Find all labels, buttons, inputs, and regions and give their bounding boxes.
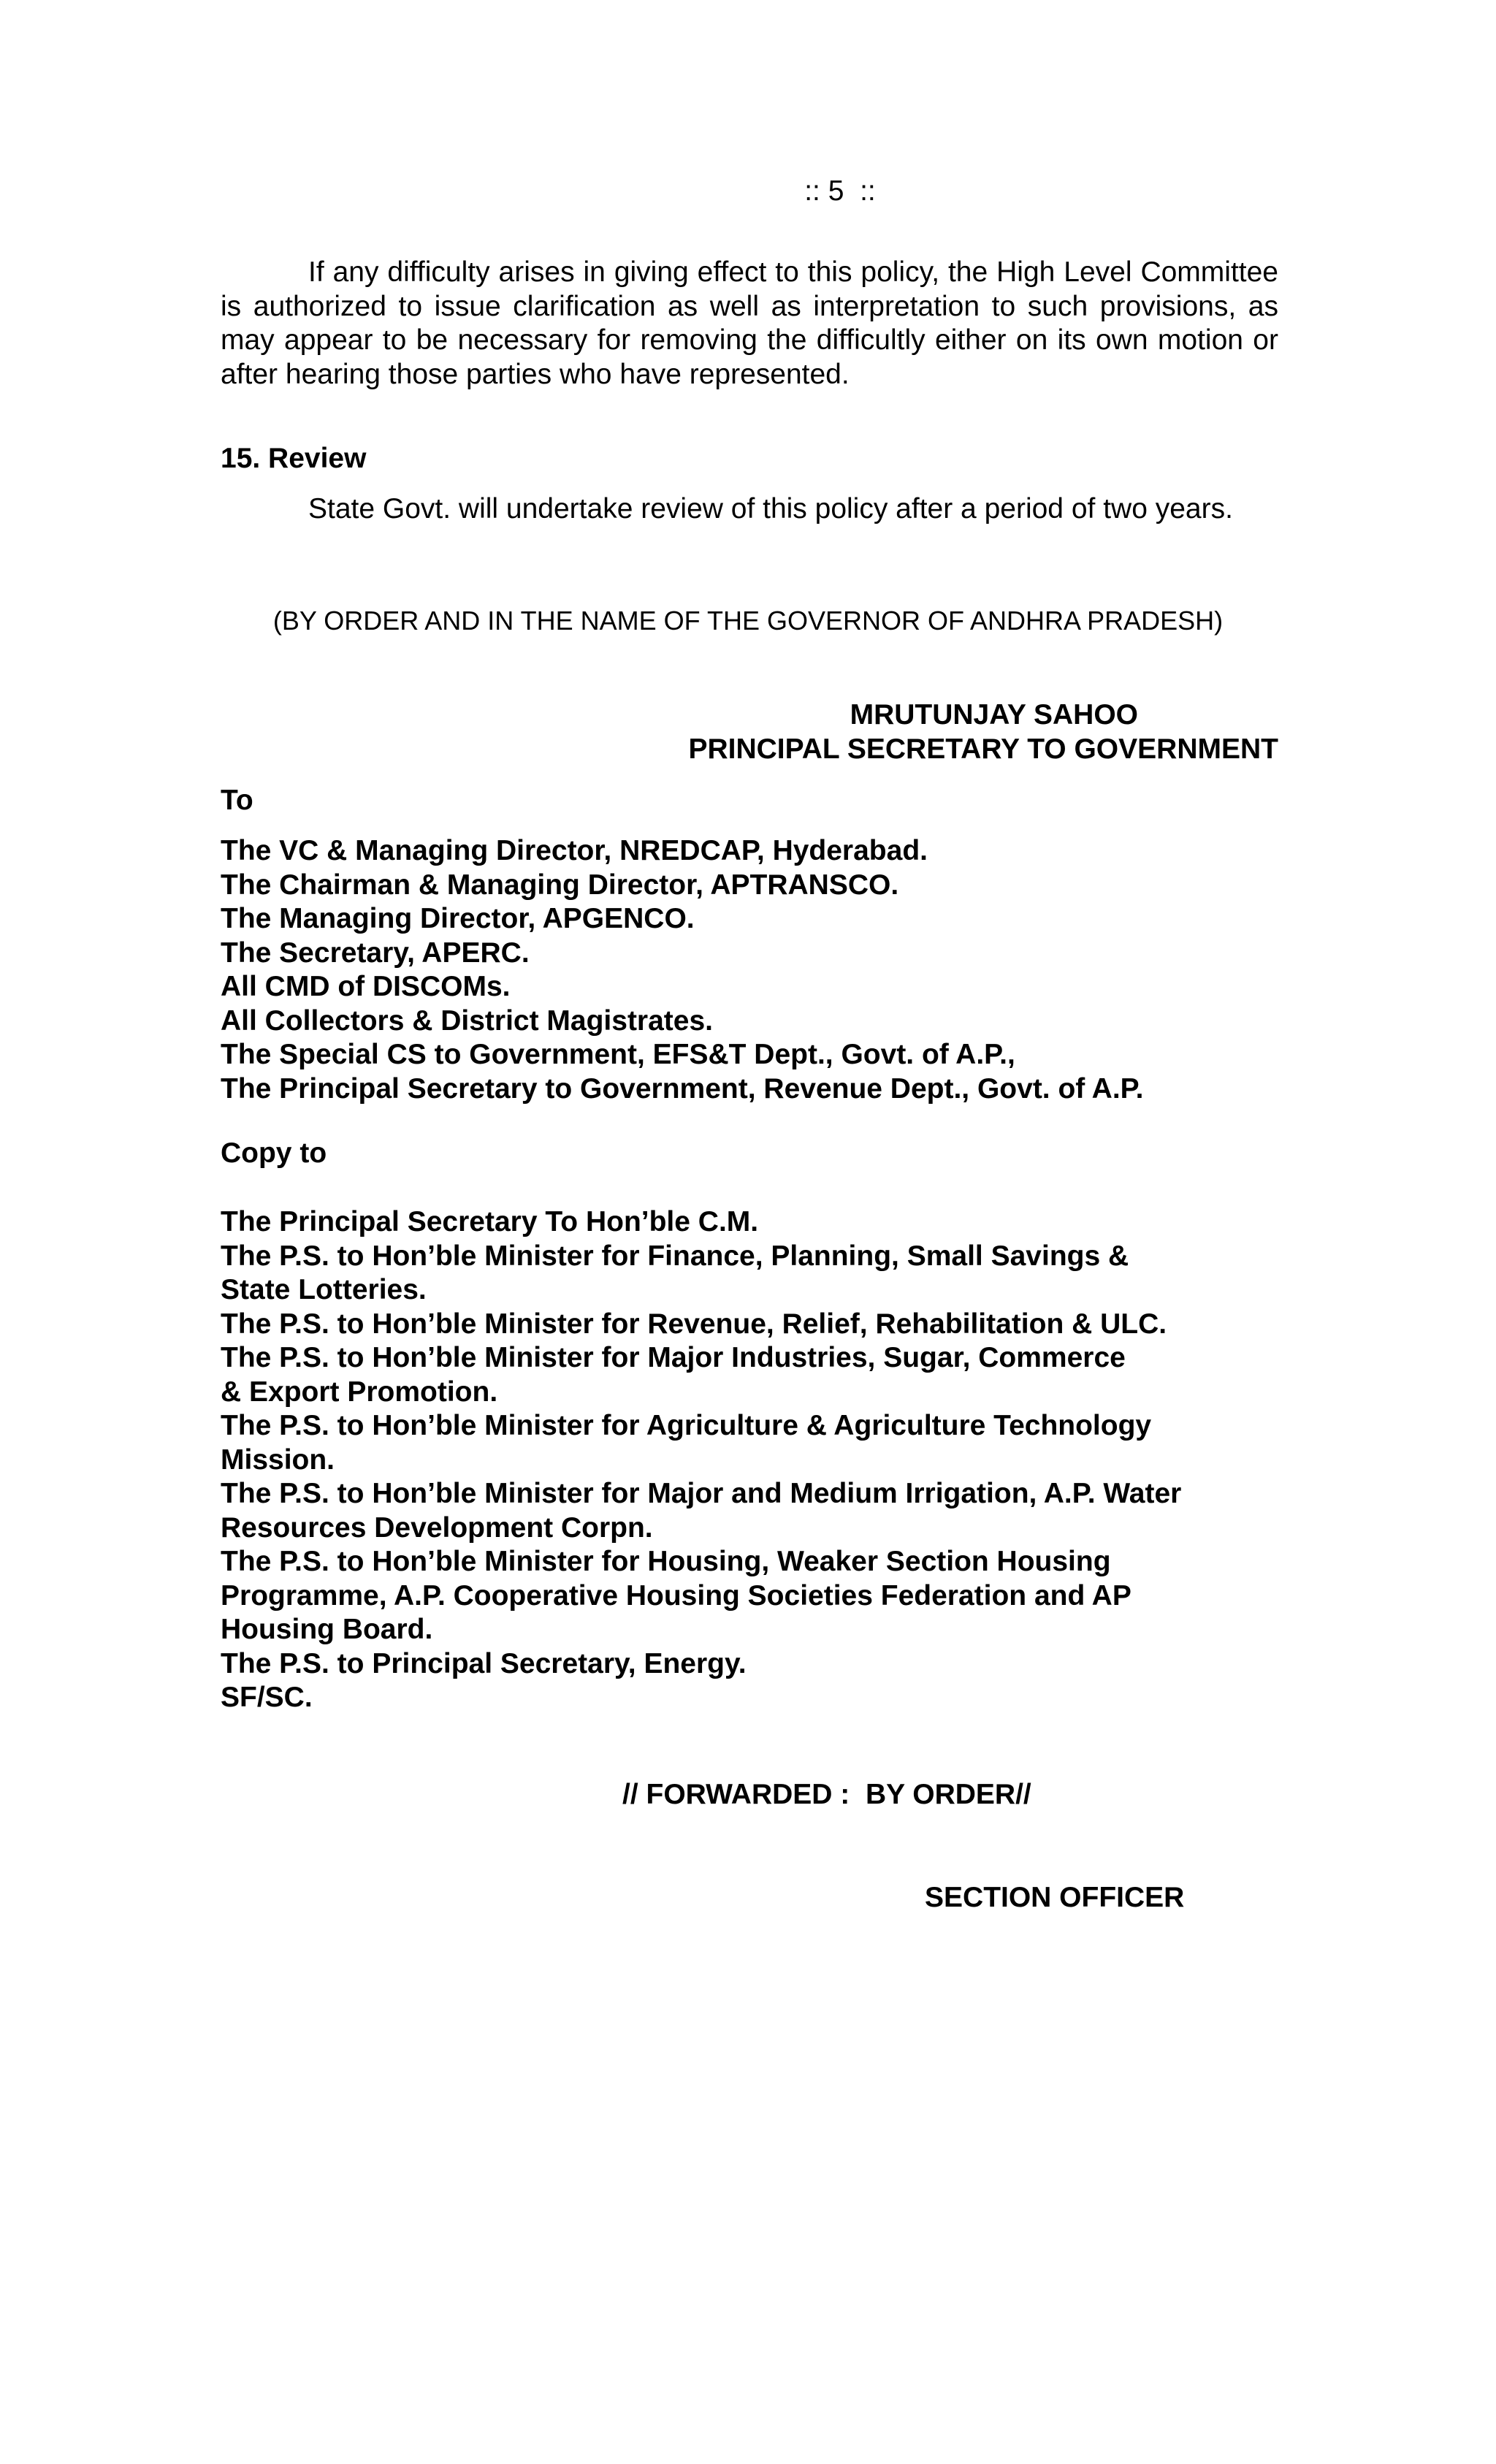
copy-recipient-list (221, 1205, 1278, 1715)
list-item: The P.S. to Principal Secretary, Energy. (221, 1647, 747, 1679)
list-item: The Principal Secretary To Hon’ble C.M. (221, 1206, 759, 1237)
list-item: Programme, A.P. Cooperative Housing Societies Federation and AP (221, 1579, 1131, 1611)
list-item: The P.S. to Hon’ble Minister for Major Industries, Sugar, Commerce (221, 1342, 1126, 1373)
list-item: SF/SC. (221, 1682, 313, 1713)
list-item: The Principal Secretary to Government, Revenue Dept., Govt. of A.P. (221, 1072, 1144, 1105)
list-item: Housing Board. (221, 1614, 433, 1645)
signatory-title: PRINCIPAL SECRETARY TO GOVERNMENT (688, 733, 1278, 765)
list-item: All CMD of DISCOMs. (221, 971, 511, 1002)
list-item: The P.S. to Hon’ble Minister for Agriculture & Agriculture Technology (221, 1410, 1152, 1441)
list-item: The VC & Managing Director, NREDCAP, Hyderabad. (221, 835, 928, 866)
list-item: The Secretary, APERC. (221, 937, 530, 969)
signatory-name: MRUTUNJAY SAHOO (850, 699, 1138, 731)
signature-block (221, 698, 1278, 766)
governor-order-line: (BY ORDER AND IN THE NAME OF THE GOVERNOR OF ANDHRA PRADESH) (272, 606, 1224, 636)
list-item: The P.S. to Hon’ble Minister for Major and Medium Irrigation, A.P. Water (221, 1478, 1182, 1509)
section-officer-signature: SECTION OFFICER (925, 1882, 1185, 1913)
section-heading-review: 15. Review (221, 443, 367, 474)
list-item: The Managing Director, APGENCO. (221, 903, 695, 934)
list-item: Resources Development Corpn. (221, 1511, 653, 1544)
review-text: State Govt. will undertake review of this policy after a period of two years. (308, 493, 1233, 525)
difficulty-paragraph: If any difficulty arises in giving effect to this policy, the High Level Committee is authorized to issue clarification as well as interpretation to such provisions, as may appear to be necessary for removing the difficultly either on its own motion or after hearing those parties who have represented. (221, 256, 1278, 390)
forwarded-by-order: // FORWARDED : BY ORDER// (622, 1779, 1031, 1810)
page-number: :: 5 :: (804, 175, 876, 207)
list-item: The Chairman & Managing Director, APTRANSCO. (221, 869, 899, 901)
list-item: The P.S. to Hon’ble Minister for Housing, Weaker Section Housing (221, 1546, 1111, 1577)
list-item: & Export Promotion. (221, 1376, 498, 1408)
list-item: All Collectors & District Magistrates. (221, 1004, 714, 1037)
to-recipient-list (221, 834, 1278, 1106)
to-label: To (221, 785, 253, 816)
list-item: The Special CS to Government, EFS&T Dept., Govt. of A.P., (221, 1039, 1015, 1070)
list-item: The P.S. to Hon’ble Minister for Revenue, Relief, Rehabilitation & ULC. (221, 1308, 1167, 1340)
list-item: Mission. (221, 1443, 335, 1476)
list-item: The P.S. to Hon’ble Minister for Finance, Planning, Small Savings & (221, 1240, 1129, 1272)
list-item: State Lotteries. (221, 1274, 427, 1305)
copy-to-label: Copy to (221, 1137, 327, 1169)
